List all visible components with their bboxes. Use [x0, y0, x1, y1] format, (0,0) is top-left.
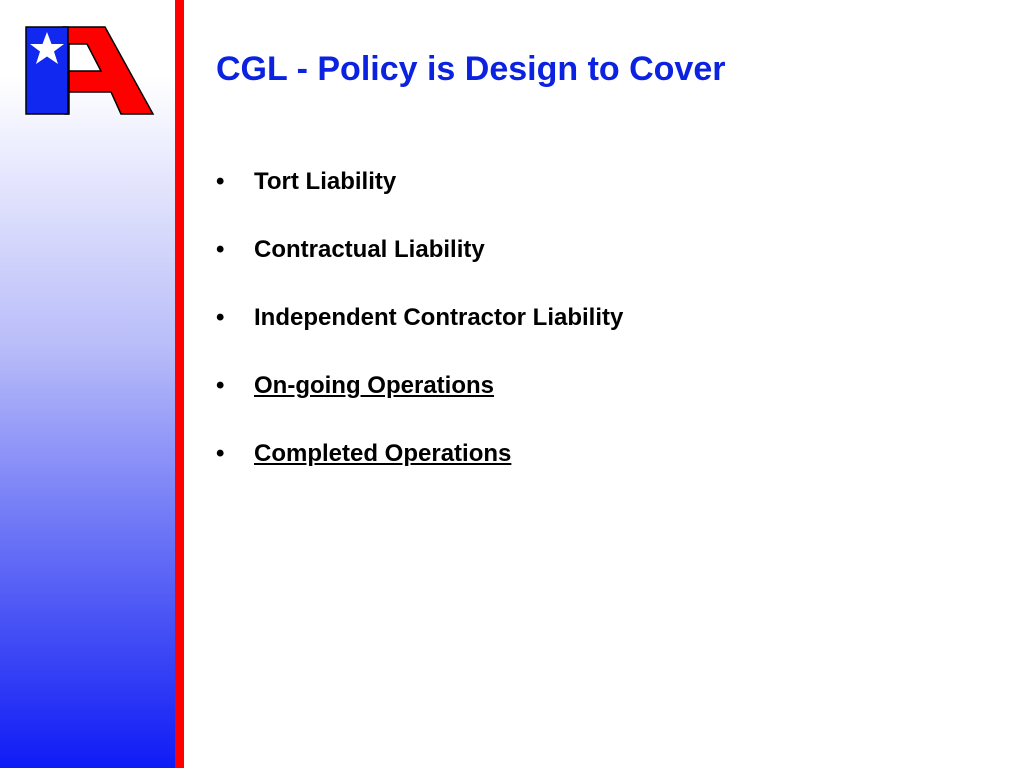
- bullet-marker: •: [216, 168, 225, 195]
- bullet-marker: •: [216, 440, 225, 467]
- slide-title: CGL - Policy is Design to Cover: [216, 50, 726, 88]
- letter-a-shape: [63, 27, 153, 114]
- bullet-text: On-going Operations: [254, 372, 494, 399]
- bullet-marker: •: [216, 372, 225, 399]
- bullet-text: Tort Liability: [254, 168, 397, 195]
- bullet-text: Completed Operations: [254, 440, 512, 467]
- red-accent-bar: [175, 0, 184, 768]
- bullet-marker: •: [216, 304, 225, 331]
- bullet-text: Independent Contractor Liability: [254, 304, 624, 331]
- texas-flag-logo-icon: [25, 26, 155, 116]
- bullet-marker: •: [216, 236, 225, 263]
- bullet-text: Contractual Liability: [254, 236, 485, 263]
